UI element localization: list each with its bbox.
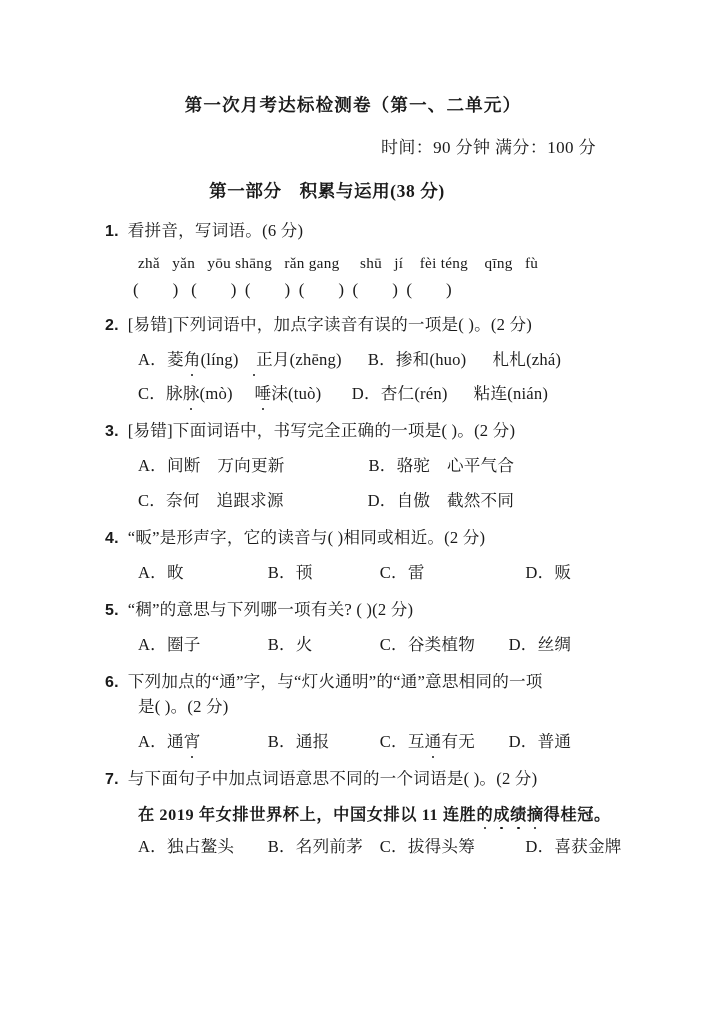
question-7-stem-text: 与下面句子中加点词语意思不同的一个词语是( )。(2 分) xyxy=(127,769,538,789)
section-title: 第一部分 积累与运用(38 分) xyxy=(209,181,445,201)
question-4 xyxy=(0,526,724,585)
question-3-number: 3. xyxy=(105,423,119,441)
question-6 xyxy=(0,670,724,754)
question-3-option-line-1[interactable]: A．间断 万向更新 B．骆驼 心平气合 xyxy=(138,456,515,476)
question-2-stem-text: [易错]下列词语中，加点字读音有误的一项是( )。(2 分) xyxy=(127,315,532,334)
question-2 xyxy=(0,313,724,406)
question-1-answer-blanks[interactable]: ( ) ( ) ( ) ( ) ( ) ( ) xyxy=(133,280,452,299)
question-4-number: 4. xyxy=(105,529,119,547)
question-3-option-line-2[interactable]: C．奈何 追跟求源 D．自傲 截然不同 xyxy=(138,490,515,510)
question-3 xyxy=(0,419,724,512)
question-5-option-line-1[interactable]: A．圈子 B．火 C．谷类植物 D．丝绸 xyxy=(138,635,572,655)
question-1-stem-text: 看拼音，写词语。(6 分) xyxy=(127,221,304,240)
question-6-stem-continuation: 是( )。(2 分) xyxy=(138,697,229,717)
question-1-stem xyxy=(105,219,684,244)
question-2-option-line-1[interactable]: A．菱角(líng) 正月(zhēng) B．掺和(huo) 札札(zhá) xyxy=(105,347,684,372)
question-2-stem xyxy=(105,313,684,338)
question-3-stem-text: [易错]下面词语中，书写完全正确的一项是( )。(2 分) xyxy=(127,421,516,441)
question-6-option-line-1[interactable]: A．通宵 B．通报 C．互通有无 D．普通 xyxy=(105,729,684,754)
question-1 xyxy=(0,219,724,300)
question-4-stem xyxy=(105,526,684,551)
question-1-number: 1. xyxy=(105,223,119,240)
question-5-number: 5. xyxy=(105,602,119,620)
question-6-number: 6. xyxy=(105,674,119,692)
question-5-stem-text: “稠”的意思与下列哪一项有关? ( )(2 分) xyxy=(127,600,414,620)
question-2-option-line-2[interactable]: C．脉脉(mò) 唾沫(tuò) D．杏仁(rén) 粘连(nián) xyxy=(105,381,684,406)
page-title: 第一次月考达标检测卷（第一、二单元） xyxy=(184,95,522,115)
question-7 xyxy=(0,767,724,859)
question-6-stem xyxy=(105,670,684,695)
question-4-stem-text: “畈”是形声字，它的读音与( )相同或相近。(2 分) xyxy=(127,527,486,547)
question-7-stem xyxy=(105,767,684,792)
question-3-stem xyxy=(105,419,684,444)
question-5 xyxy=(0,598,724,657)
question-4-option-line-1[interactable]: A．畋 B．顸 C．雷 D．贩 xyxy=(138,562,572,582)
question-6-stem-text: 下列加点的“通”字，与“灯火通明”的“通”意思相同的一项 xyxy=(127,672,543,692)
exam-score-line: 时间：90 分钟 满分：100 分 xyxy=(380,138,596,157)
question-7-number: 7. xyxy=(105,771,119,789)
question-7-example-sentence: 在 2019 年女排世界杯上，中国女排以 11 连胜的成绩摘得桂冠。 xyxy=(105,801,684,825)
question-1-pinyin-row: zhǎ yǎn yōu shāng rǎn gang shū jí fèi téng qīng fù xyxy=(138,255,539,272)
question-7-option-line-1[interactable]: A．独占鳌头 B．名列前茅 C．拔得头筹 D．喜获金牌 xyxy=(138,837,622,857)
question-5-stem xyxy=(105,598,684,623)
question-2-number: 2. xyxy=(105,317,119,334)
